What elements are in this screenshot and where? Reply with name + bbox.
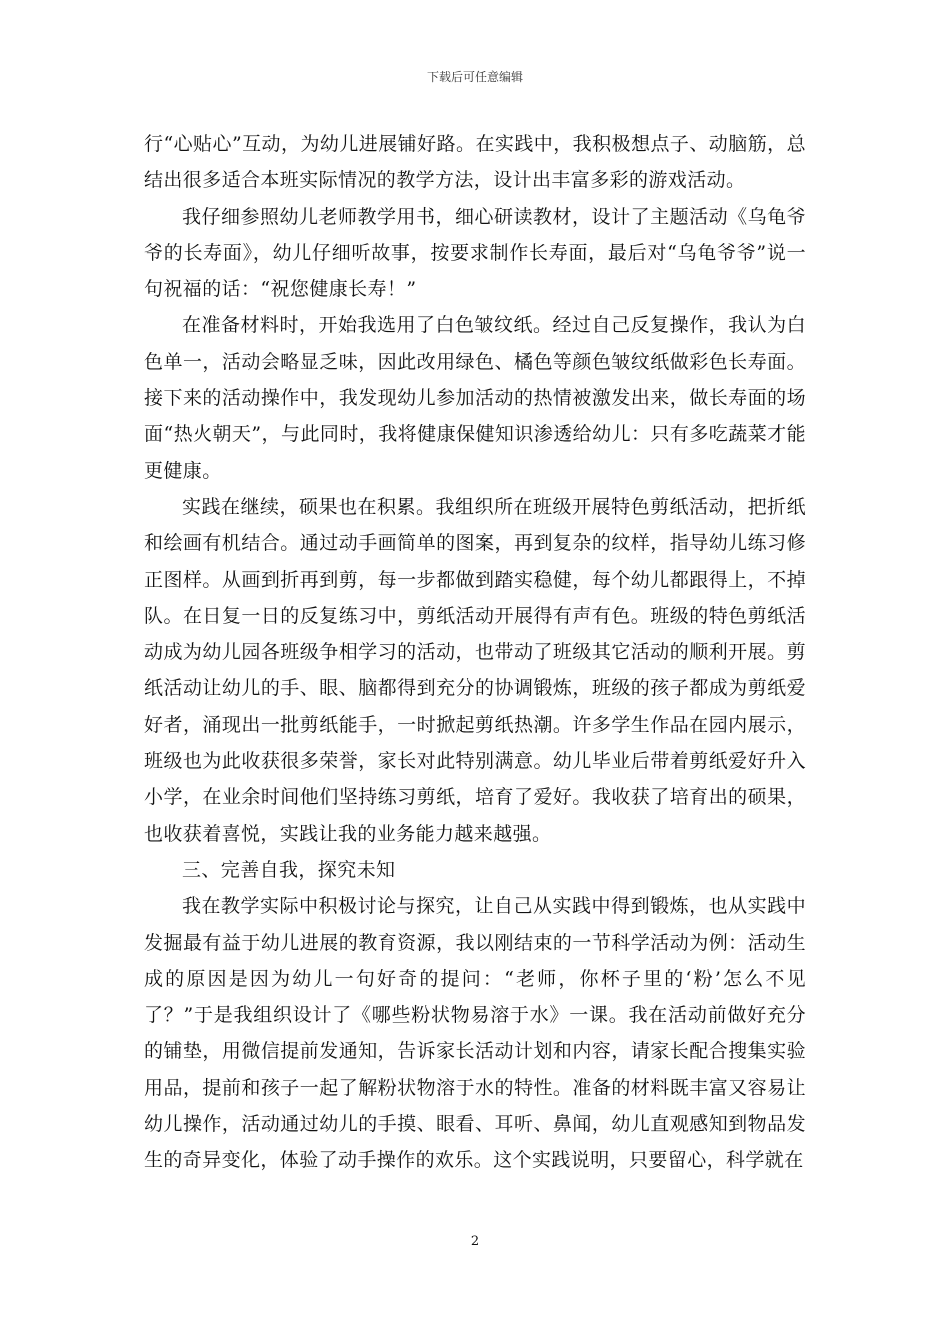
- document-body: [144, 126, 806, 1179]
- paragraph-4: 实践在继续，硕果也在积累。我组织所在班级开展特色剪纸活动，把折纸和绘画有机结合。通过动手画简单的图案，再到复杂的纹样，指导幼儿练习修正图样。从画到折再到剪，每一步都做到踏实稳健，每个幼儿都跟得上，不掉队。在日复一日的反复练习中，剪纸活动开展得有声有色。班级的特色剪纸活动成为幼儿园各班级争相学习的活动，也带动了班级其它活动的顺利开展。剪纸活动让幼儿的手、眼、脑都得到充分的协调锻炼，班级的孩子都成为剪纸爱好者，涌现出一批剪纸能手，一时掀起剪纸热潮。许多学生作品在园内展示，班级也为此收获很多荣誉，家长对此特别满意。幼儿毕业后带着剪纸爱好升入小学，在业余时间他们坚持练习剪纸，培育了爱好。我收获了培育出的硕果，也收获着喜悦，实践让我的业务能力越来越强。: [144, 495, 806, 845]
- paragraph-1: 行“心贴心”互动，为幼儿进展铺好路。在实践中，我积极想点子、动脑筋，总结出很多适合本班实际情况的教学方法，设计出丰富多彩的游戏活动。: [144, 133, 806, 192]
- paragraph-5: 我在教学实际中积极讨论与探究，让自己从实践中得到锻炼，也从实践中发掘最有益于幼儿进展的教育资源，我以刚结束的一节科学活动为例：活动生成的原因是因为幼儿一句好奇的提问：“老师，你杯子里的‘粉’怎么不见了？”于是我组织设计了《哪些粉状物易溶于水》一课。我在活动前做好充分的铺垫，用微信提前发通知，告诉家长活动计划和内容，请家长配合搜集实验用品，提前和孩子一起了解粉状物溶于水的特性。准备的材料既丰富又容易让幼儿操作，活动通过幼儿的手摸、眼看、耳听、鼻闻，幼儿直观感知到物品发生的奇异变化，体验了动手操作的欢乐。这个实践说明，只要留心，科学就在: [144, 895, 806, 1172]
- page-number: 2: [470, 1234, 480, 1249]
- page-header: 下载后可任意编辑: [426, 70, 523, 84]
- paragraph-3: 在准备材料时，开始我选用了白色皱纹纸。经过自己反复操作，我认为白色单一，活动会略显乏味，因此改用绿色、橘色等颜色皱纹纸做彩色长寿面。接下来的活动操作中，我发现幼儿参加活动的热情被激发出来，做长寿面的场面“热火朝天”，与此同时，我将健康保健知识渗透给幼儿：只有多吃蔬菜才能更健康。: [144, 314, 806, 482]
- paragraph-2: 我仔细参照幼儿老师教学用书，细心研读教材，设计了主题活动《乌龟爷爷的长寿面》，幼儿仔细听故事，按要求制作长寿面，最后对“乌龟爷爷”说一句祝福的话：“祝您健康长寿！”: [144, 205, 806, 301]
- section-heading: 三、完善自我，探究未知: [182, 858, 396, 881]
